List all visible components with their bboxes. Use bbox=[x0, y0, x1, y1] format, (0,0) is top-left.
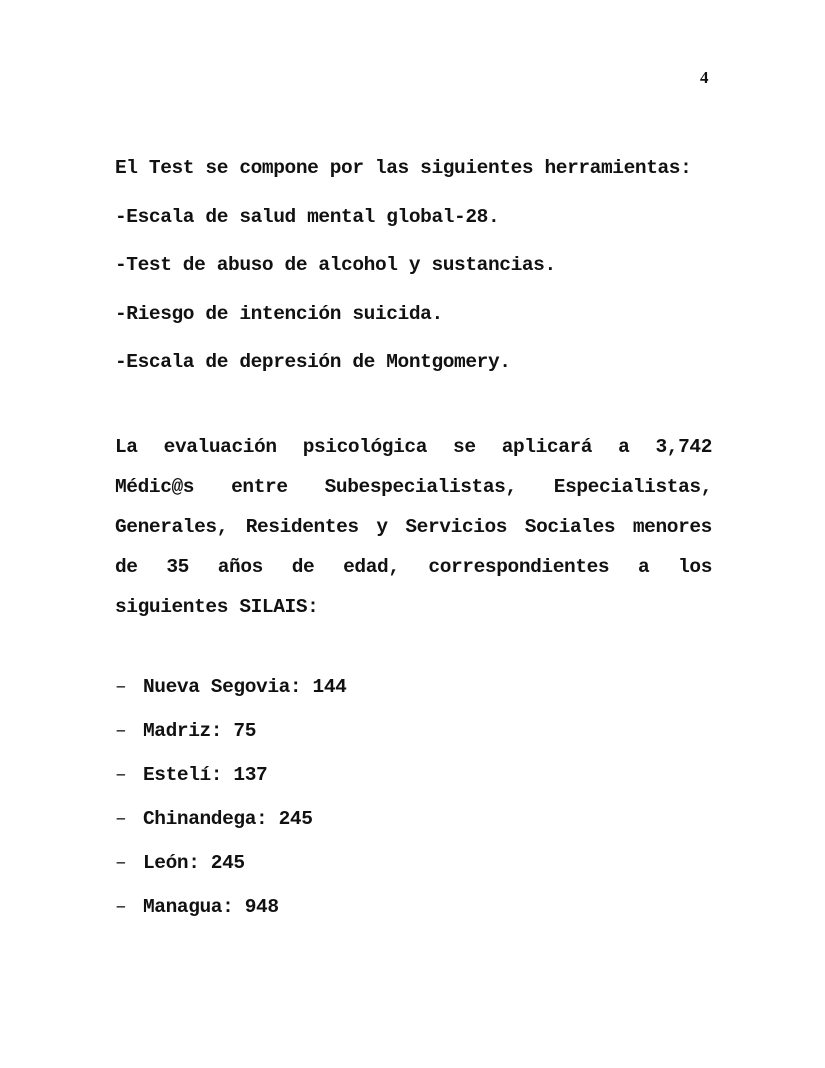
tool-item: -Test de abuso de alcohol y sustancias. bbox=[115, 254, 556, 276]
bullet-dash: – bbox=[115, 852, 127, 874]
bullet-dash: – bbox=[115, 896, 127, 918]
tools-section bbox=[115, 154, 712, 397]
silais-entry: León: 245 bbox=[143, 852, 245, 874]
silais-entry: Nueva Segovia: 144 bbox=[143, 676, 347, 698]
tools-intro: El Test se compone por las siguientes herramientas: bbox=[115, 157, 692, 179]
tool-item: -Riesgo de intención suicida. bbox=[115, 302, 443, 325]
list-item bbox=[115, 805, 712, 849]
list-item bbox=[115, 893, 712, 937]
list-item bbox=[115, 849, 712, 893]
silais-entry: Madriz: 75 bbox=[143, 720, 257, 742]
tool-item: -Escala de salud mental global-28. bbox=[115, 205, 500, 228]
list-item bbox=[115, 717, 712, 761]
bullet-dash: – bbox=[115, 720, 127, 742]
evaluation-paragraph: La evaluación psicológica se aplicará a 3,742 Médic@s entre Subespecialistas, Especialistas, Generales, Residentes y Servicios Sociales menores de 35 años de edad, correspondientes a los siguientes SILAIS: bbox=[115, 436, 712, 618]
silais-entry: Managua: 948 bbox=[143, 896, 279, 918]
list-item bbox=[115, 761, 712, 805]
page-number: 4 bbox=[700, 68, 709, 87]
list-item bbox=[115, 673, 712, 717]
bullet-dash: – bbox=[115, 764, 127, 786]
bullet-dash: – bbox=[115, 676, 127, 698]
silais-list bbox=[115, 673, 712, 937]
bullet-dash: – bbox=[115, 808, 127, 830]
silais-entry: Chinandega: 245 bbox=[143, 808, 313, 830]
evaluation-paragraph-section bbox=[115, 427, 712, 627]
tool-item: -Escala de depresión de Montgomery. bbox=[115, 351, 511, 373]
silais-entry: Estelí: 137 bbox=[143, 764, 268, 786]
